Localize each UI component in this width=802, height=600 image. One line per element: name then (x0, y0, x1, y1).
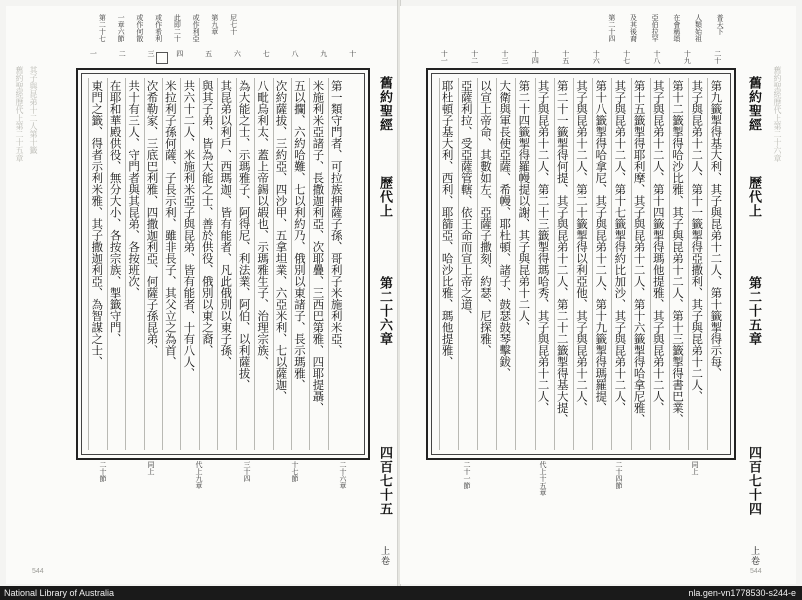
cross-reference: 同上 (691, 461, 699, 475)
left-page (6, 6, 398, 584)
cross-reference: 同上 (147, 461, 155, 475)
verse-reference: 五 (204, 50, 213, 57)
right-book-name: 歷代上 (746, 176, 761, 218)
right-page (400, 6, 796, 584)
right-page-number: 四百七十四 (746, 446, 761, 516)
text-column: 大衛與軍長使亞薩、希幔、耶杜頓、諸子、鼓瑟鼓琴擊鈸、 (496, 78, 510, 450)
verse-reference: 十三 (501, 50, 509, 64)
margin-note: 在會稱頌 (672, 14, 681, 42)
text-column: 其子與昆弟十二人、第十七籤掣得約比加沙、其子與昆弟十二人、 (611, 78, 625, 450)
text-column: 第二十一籤掣得何提、其子與昆弟十二人、第二十二籤掣得基大提、 (554, 78, 568, 450)
left-page-number: 四百七十五 (377, 446, 392, 516)
verse-reference: 九 (319, 50, 328, 57)
text-column: 八毗烏利太、蓋上帝錫以嘏也、示瑪雅生子、治理宗族、 (254, 78, 268, 450)
margin-note: 或作何散 (135, 14, 144, 42)
verse-reference: 三 (147, 50, 155, 57)
cross-reference: 三十四 (243, 461, 251, 482)
cross-reference: 二十節 (99, 461, 107, 482)
text-column: 第一類守門者、可拉族押薩子孫、哥利子米施利米亞、 (328, 78, 342, 450)
verse-reference: 十二 (470, 50, 479, 64)
text-column: 第十二籤掣得哈沙比雅、其子與昆弟十二人、第十三籤掣得書巴業、 (669, 78, 683, 450)
right-top-refs (428, 50, 732, 64)
verse-reference: 八 (291, 50, 299, 57)
footer-credit: National Library of Australia (4, 588, 115, 598)
cross-reference: 二十六章 (339, 461, 347, 489)
right-page-columns (436, 78, 724, 450)
text-column: 第九籤掣得基大利、其子與昆弟十二人、第十籤掣得示每、 (707, 78, 721, 450)
verse-reference: 四 (175, 50, 184, 57)
text-column: 其子與昆弟十二人、第二十三籤掣得瑪哈秀、其子與昆弟十二人、 (535, 78, 549, 450)
right-running-title: 舊約聖經 (746, 76, 761, 132)
left-page-text-frame (76, 68, 370, 460)
footer-identifier: nla.gen-vn1778530-s244-e (688, 588, 796, 598)
verse-reference: 六 (233, 50, 242, 57)
margin-note: 亞伯拉罕 (651, 14, 660, 42)
margin-note: 第九章 (210, 14, 219, 35)
verse-reference: 十八 (653, 50, 661, 64)
cross-reference: 二十一節 (463, 461, 471, 489)
cross-reference: 二十四節 (615, 461, 623, 489)
left-margin-note-box (156, 52, 168, 64)
text-column: 在耶和華殿供役、無分大小、各按宗族、掣籤守門、 (107, 78, 121, 450)
text-column: 耶杜頓子基大利、西利、耶篩亞、哈沙比雅、瑪他提雅、 (439, 78, 453, 450)
cross-reference: 十七節 (291, 461, 299, 482)
left-bottom-refs (78, 461, 366, 521)
text-column: 其子與昆弟十二人、第十一籤掣得亞撒利、其子與昆弟十二人、 (688, 78, 702, 450)
text-column: 共六十二人、米施利米亞子與昆弟、皆有能者、十有八人、 (180, 78, 194, 450)
left-running-title: 舊約聖經 (377, 76, 392, 132)
text-column: 第十八籤掣得哈拿尼、其子與昆弟十二人、第十九籤掣得瑪羅提、 (592, 78, 606, 450)
text-column: 米施利米亞諸子、長撒迦利亞、次耶疊、三西巴第雅、四耶提聶、 (309, 78, 323, 450)
left-book-name: 歷代上 (377, 176, 392, 218)
text-column: 次希勒家、三底巴利雅、四撒迦利亞、何薩子孫昆弟、 (144, 78, 158, 450)
text-column: 其子與昆弟十二人、第十四籤掣得瑪他提雅、其子與昆弟十二人、 (650, 78, 664, 450)
text-column: 與其子弟、皆為大能之士、善於供役、俄別以東之裔、 (199, 78, 213, 450)
margin-note: 人類始祖 (694, 14, 703, 42)
left-bleedthrough-text: 舊約聖經歷代上第二十五章 (15, 66, 24, 162)
margin-note: 或作利亞 (192, 14, 201, 42)
right-bottom-refs (428, 461, 732, 521)
text-column: 東門之籤、得者示利米雅、其子撒迦利亞、為智謀之士、 (88, 78, 102, 450)
left-top-refs (78, 50, 366, 64)
text-column: 第十五籤掣得耶利摩、其子與昆弟十二人、第十六籤掣得哈拿尼雅、 (631, 78, 645, 450)
right-corner-number: 544 (750, 568, 762, 575)
cross-reference: 代上九章 (195, 461, 203, 489)
verse-reference: 二 (118, 50, 127, 57)
margin-note: 或作希利 (154, 14, 163, 42)
right-page-text-frame (426, 68, 736, 460)
text-column: 其子與昆弟十二人、第二十籤掣得以利亞他、其子與昆弟十二人、 (573, 78, 587, 450)
verse-reference: 十九 (683, 50, 692, 64)
right-chapter-label: 第二十五章 (746, 276, 761, 346)
text-column: 米拉利子孫何薩、子長示利、雖非長子、其父立之為首、 (162, 78, 176, 450)
verse-reference: 七 (262, 50, 271, 57)
cross-reference: 代上十五章 (539, 461, 547, 496)
margin-note: 此即二十 (173, 14, 182, 42)
text-column: 以宣上帝命、其數如左、亞薩子撒刻、約瑟、尼探雅、 (477, 78, 491, 450)
margin-note: 一章六節 (117, 14, 126, 42)
left-side-notes (92, 14, 242, 50)
right-volume-label: 上卷 (749, 546, 759, 566)
margin-note: 第二十七 (98, 14, 107, 42)
text-column: 第二十四籤掣得羅幔提以謝、其子與昆弟十二人、 (515, 78, 529, 450)
left-chapter-label: 第二十六章 (377, 276, 392, 346)
footer-bar (0, 586, 802, 600)
text-column: 共十有三人、守門者與其昆弟、各按班次、 (125, 78, 139, 450)
verse-reference: 十 (348, 50, 357, 57)
text-column: 次約薩拔、三約亞、四沙甲、五拿坦業、六亞米利、七以薩迦、 (273, 78, 287, 450)
margin-note: 普天下 (716, 14, 725, 35)
verse-reference: 一 (89, 50, 98, 57)
verse-reference: 十四 (531, 50, 540, 64)
verse-reference: 十七 (622, 50, 631, 64)
left-page-columns (86, 78, 344, 450)
margin-note: 第二十四 (607, 14, 616, 42)
left-bleedthrough-text-2: 其子與昆弟十二人第十籤 (29, 66, 38, 154)
margin-note: 尼七十 (229, 14, 238, 35)
verse-reference: 十六 (592, 50, 601, 64)
text-column: 為大能之士、示瑪雅子、阿得尼、利法業、阿伯、以利薩拔、 (236, 78, 250, 450)
margin-note: 及其後裔 (629, 14, 638, 42)
verse-reference: 二十 (713, 50, 722, 64)
right-bleedthrough-text: 舊約聖經歷代上第二十六章 (773, 66, 782, 162)
left-volume-label: 上卷 (379, 546, 389, 566)
right-side-notes (600, 14, 730, 50)
verse-reference: 十一 (440, 50, 449, 64)
text-column: 其昆弟以利戶、西瑪迦、皆有能者、凡此俄別以東子孫、 (217, 78, 231, 450)
text-column: 五以攔、六約哈難、七以利約乃、俄別以東諸子、長示瑪雅、 (291, 78, 305, 450)
verse-reference: 十五 (561, 50, 570, 64)
left-corner-number: 544 (32, 568, 44, 575)
text-column: 亞薩利拉、受亞薩管轄、依王命而宣上帝之道、 (458, 78, 472, 450)
